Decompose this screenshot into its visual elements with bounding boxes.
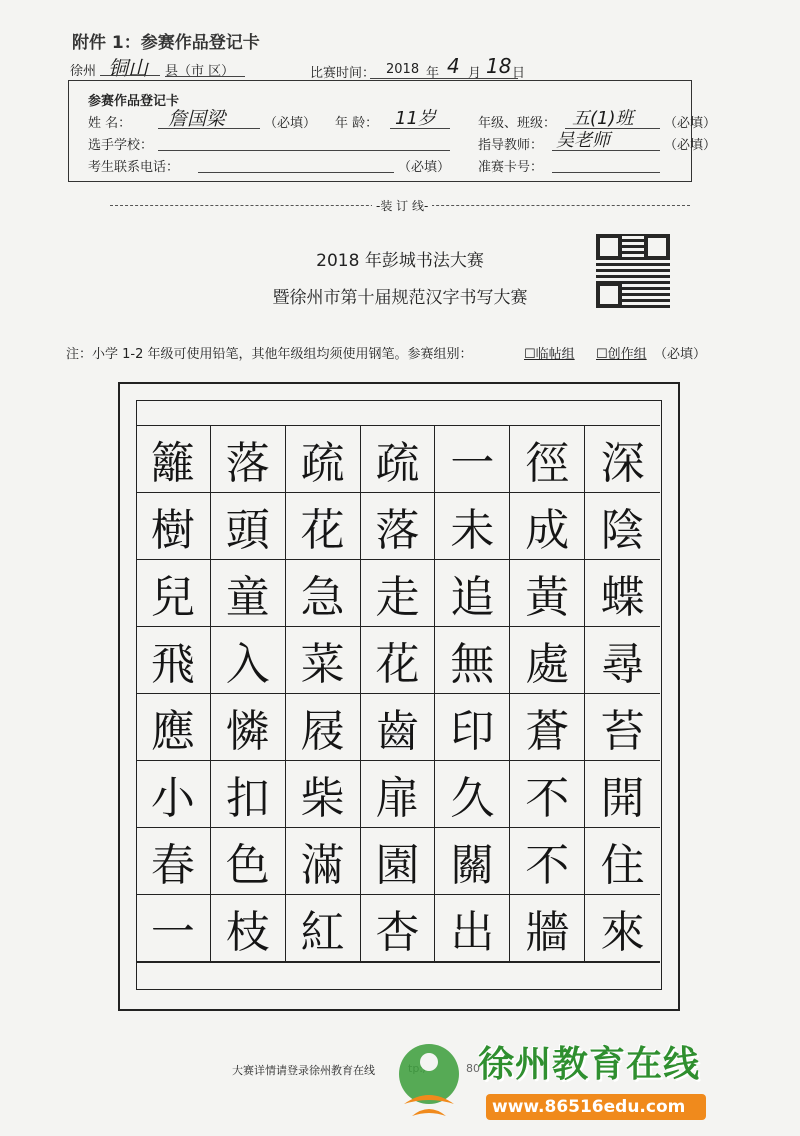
grid-character: 花 [286,493,361,560]
contest-title: 2018 年彭城书法大赛 [316,251,484,271]
grid-character: 開 [585,761,660,828]
teacher-label: 指导教师： [478,138,544,153]
contest-subtitle: 暨徐州市第十届规范汉字书写大赛 [272,288,528,308]
grid-character: 未 [435,493,510,560]
grid-character: 色 [211,828,286,895]
grid-character: 蒼 [510,694,585,761]
grid-character: 園 [361,828,436,895]
county-suffix: 县（市 区） [165,64,235,79]
grade-label: 年级、班级： [478,116,557,131]
education-logo-icon [384,1034,474,1124]
grid-character: 枝 [211,895,286,962]
county-value: 铜山 [108,56,148,80]
school-field[interactable] [158,132,450,151]
teacher-field[interactable] [552,132,660,151]
month-unit: 月 [468,66,482,81]
grid-character: 扣 [211,761,286,828]
binding-line-label: -装 订 线- [372,197,432,214]
age-value: 11岁 [395,108,436,129]
grid-character: 苔 [585,694,660,761]
phone-label: 考生联系电话： [88,160,180,175]
grid-character: 頭 [211,493,286,560]
grid-character: 一 [435,426,510,493]
school-label: 选手学校： [88,138,154,153]
grid-character: 徑 [510,426,585,493]
grid-character: 小 [136,761,211,828]
grid-character: 齒 [361,694,436,761]
grid-character: 不 [510,761,585,828]
attachment-title: 附件 1：参赛作品登记卡 [72,33,260,53]
year-unit: 年 [426,66,440,81]
phone-required: （必填） [398,160,451,175]
grid-character: 處 [510,627,585,694]
grid-character: 紅 [286,895,361,962]
calligraphy-grid [136,426,660,962]
footer-fragment-2: 80 [466,1062,480,1075]
grid-character: 關 [435,828,510,895]
day-value: 18 [486,54,512,78]
ticket-label: 准赛卡号： [478,160,544,175]
grid-character: 牆 [510,895,585,962]
watermark-name: 徐州教育在线 [478,1044,701,1085]
age-field[interactable] [390,110,450,129]
teacher-value: 吴老师 [556,130,610,151]
grid-character: 出 [435,895,510,962]
grid-character: 春 [136,828,211,895]
instruction-note: 注：小学 1-2 年级可使用铅笔，其他年级组均须使用钢笔。参赛组别： [66,347,473,362]
county-prefix: 徐州 [70,64,97,79]
option-create-group[interactable]: ☐创作组 [596,347,647,362]
grid-character: 黃 [510,560,585,627]
name-label: 姓 名： [88,116,132,131]
county-underline [100,57,160,76]
grid-bottom-strip [136,962,660,963]
grid-character: 走 [361,560,436,627]
grid-character: 印 [435,694,510,761]
option-required: （必填） [654,347,707,362]
option-copy-group[interactable]: ☐临帖组 [524,347,575,362]
grid-character: 籬 [136,426,211,493]
grade-required: （必填） [664,116,717,131]
grid-character: 柴 [286,761,361,828]
grid-character: 久 [435,761,510,828]
qr-code-icon [596,234,670,308]
grid-character: 疏 [286,426,361,493]
name-required: （必填） [264,116,317,131]
grid-character: 深 [585,426,660,493]
grid-character: 樹 [136,493,211,560]
grid-character: 屐 [286,694,361,761]
day-unit: 日 [512,66,526,81]
county-suffix-underline [165,58,245,77]
year-value: 2018 [386,62,420,77]
grid-character: 來 [585,895,660,962]
grid-top-strip [136,400,660,426]
grid-character: 尋 [585,627,660,694]
grid-character: 成 [510,493,585,560]
grade-value: 五(1)班 [572,108,634,129]
grid-character: 憐 [211,694,286,761]
grid-character: 疏 [361,426,436,493]
grid-character: 陰 [585,493,660,560]
phone-field[interactable] [198,154,394,173]
grid-character: 追 [435,560,510,627]
name-value: 詹国梁 [168,108,226,130]
grid-character: 花 [361,627,436,694]
grid-character: 滿 [286,828,361,895]
grid-character: 扉 [361,761,436,828]
grid-character: 落 [211,426,286,493]
grid-character: 杏 [361,895,436,962]
date-underline [370,60,518,79]
grid-character: 無 [435,627,510,694]
grid-character: 飛 [136,627,211,694]
grid-character: 急 [286,560,361,627]
grid-character: 落 [361,493,436,560]
grid-character: 童 [211,560,286,627]
age-label: 年 龄： [335,116,379,131]
footer-text: 大赛详情请登录徐州教育在线 [232,1064,375,1077]
grid-character: 不 [510,828,585,895]
name-field[interactable] [158,110,260,129]
ticket-field[interactable] [552,154,660,173]
form-title: 参赛作品登记卡 [88,94,180,109]
grid-character: 應 [136,694,211,761]
grid-character: 入 [211,627,286,694]
match-time-label: 比赛时间： [310,66,376,81]
month-value: 4 [447,54,460,78]
grid-character: 菜 [286,627,361,694]
watermark-url[interactable]: www.86516edu.com [492,1097,686,1117]
grid-character: 蝶 [585,560,660,627]
grid-character: 住 [585,828,660,895]
teacher-required: （必填） [664,138,717,153]
grid-character: 兒 [136,560,211,627]
grid-character: 一 [136,895,211,962]
